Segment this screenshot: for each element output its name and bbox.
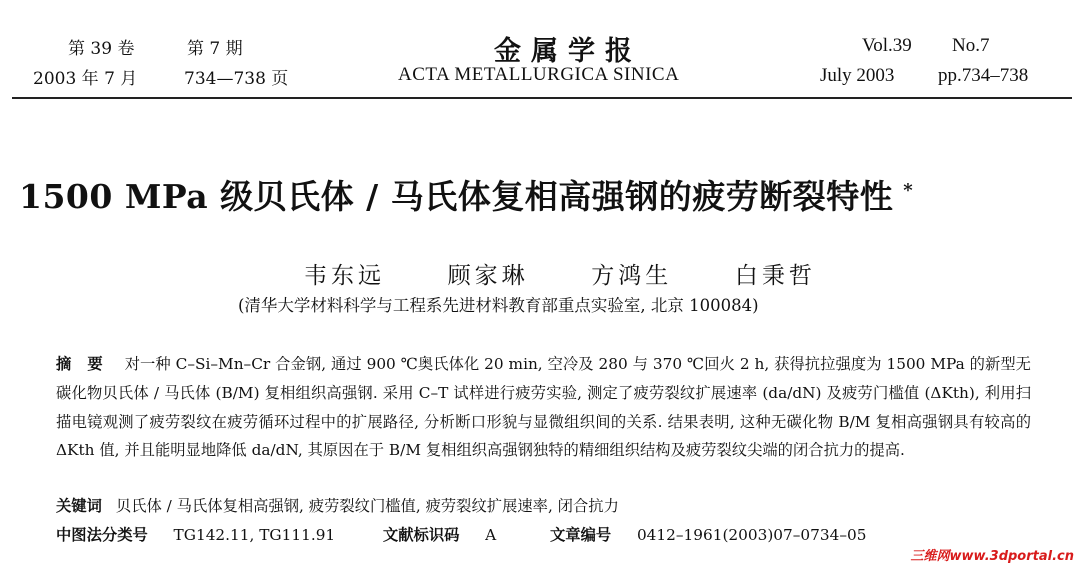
article-number-value: 0412–1961(2003)07–0734–05 — [636, 526, 867, 544]
author-affiliation: (清华大学材料科学与工程系先进材料教育部重点实验室, 北京 100084) — [238, 296, 759, 315]
abstract — [56, 350, 1031, 465]
doc-code-label: 文献标识码 — [382, 526, 460, 544]
keywords — [56, 494, 619, 516]
article-title — [19, 171, 913, 218]
pages-cn: 734—738 页 — [184, 69, 289, 89]
article-number-label: 文章编号 — [549, 526, 612, 544]
issue-cn: 第 7 期 — [187, 39, 243, 59]
author-list — [304, 257, 816, 290]
volume-cn: 第 39 卷 — [68, 39, 135, 59]
header-rule — [12, 97, 1072, 99]
clc-value: TG142.11, TG111.91 — [173, 526, 336, 544]
abstract-label: 摘要 — [56, 355, 119, 373]
site-watermark: 三维网www.3dportal.cn — [910, 549, 1074, 564]
author-name: 白秉哲 — [734, 263, 816, 289]
issue-en: No.7 — [952, 35, 990, 56]
article-title-text: 1500 MPa 级贝氏体 / 马氏体复相高强钢的疲劳断裂特性 — [19, 177, 894, 216]
author-name: 顾家琳 — [447, 263, 529, 289]
volume-en: Vol.39 — [862, 35, 912, 56]
date-en: July 2003 — [820, 65, 895, 86]
keywords-text: 贝氏体 / 马氏体复相高强钢, 疲劳裂纹门槛值, 疲劳裂纹扩展速率, 闭合抗力 — [115, 497, 619, 515]
date-cn: 2003 年 7 月 — [33, 69, 138, 89]
pages-en: pp.734–738 — [938, 65, 1029, 86]
title-footnote-mark: * — [903, 180, 914, 201]
author-name: 方鸿生 — [591, 263, 673, 289]
classification-line — [56, 523, 866, 545]
abstract-text: 对一种 C–Si–Mn–Cr 合金钢, 通过 900 ℃奥氏体化 20 min, 空冷及 280 与 370 ℃回火 2 h, 获得抗拉强度为 1500 MPa 的新型无碳化物贝氏体 / 马氏体 (B/M) 复相组织高强钢. 采用 C–T 试样进行疲劳实验, 测定了疲劳裂纹扩展速率 (da/dN) 及疲劳门槛值 (ΔKth), 利用扫描电镜观测了疲劳裂纹在疲劳循环过程中的扩展路径, 分析断口形貌与显微组织间的关系. 结果表明, 这种无碳化物 B/M 复相高强钢具有较高的 ΔKth 值, 并且能明显地降低 da/dN, 其原因在于 B/M 复相组织高强钢独特的精细组织结构及疲劳裂纹尖端的闭合抗力的提高. — [56, 355, 1031, 460]
journal-title-en: ACTA METALLURGICA SINICA — [398, 64, 680, 85]
journal-title-cn: 金属学报 — [494, 36, 642, 67]
clc-label: 中图法分类号 — [56, 526, 148, 544]
doc-code-value: A — [485, 526, 497, 544]
author-name: 韦东远 — [304, 263, 385, 289]
keywords-label: 关键词 — [56, 497, 102, 515]
